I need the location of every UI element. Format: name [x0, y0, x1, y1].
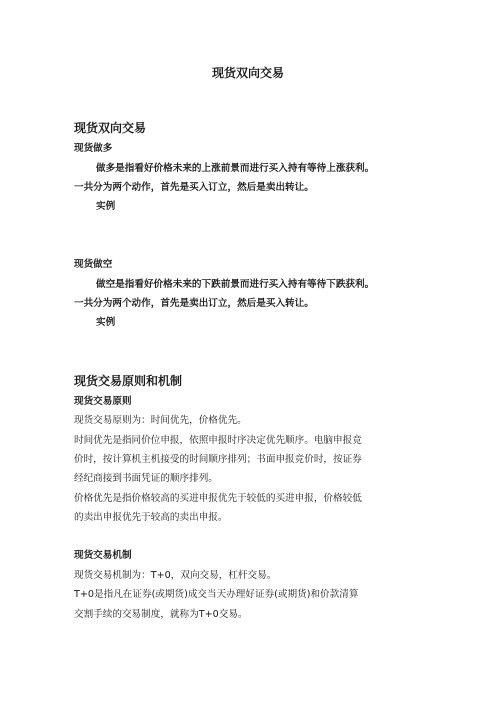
- example-label: 实例: [96, 201, 116, 212]
- section-heading-bidirectional: 现货双向交易: [74, 121, 147, 135]
- section-heading-principles: 现货交易原则和机制: [74, 374, 183, 388]
- paragraph-line: 时间优先是指同价位申报，依照申报时序决定优先顺序。电脑申报竞: [74, 435, 362, 446]
- paragraph-line: 的卖出申报优先于较高的卖出申报。: [74, 512, 228, 523]
- paragraph-line: 现货交易原则为：时间优先，价格优先。: [74, 415, 247, 426]
- paragraph-line: 交割手续的交易制度，就称为T+0交易。: [74, 609, 248, 620]
- subheading-principle: 现货交易原则: [74, 396, 132, 407]
- subheading-mechanism: 现货交易机制: [74, 550, 132, 561]
- paragraph-line: 一共分为两个动作，首先是卖出订立，然后是买入转让。: [74, 298, 314, 309]
- paragraph-line: 现货交易机制为：T+0，双向交易，杠杆交易。: [74, 570, 277, 581]
- paragraph-line: 价时，按计算机主机接受的时间顺序排列；书面申报竞价时，按证券: [74, 454, 362, 465]
- paragraph-line: T+0是指凡在证券(或期货)成交当天办理好证券(或期货)和价款清算: [74, 589, 359, 600]
- paragraph-line: 一共分为两个动作，首先是买入订立，然后是卖出转让。: [74, 182, 314, 193]
- paragraph-line: 价格优先是指价格较高的买进申报优先于较低的买进申报，价格较低: [74, 493, 362, 504]
- subheading-short: 现货做空: [74, 259, 113, 270]
- paragraph-line: 经纪商接到书面凭证的顺序排列。: [74, 473, 218, 484]
- paragraph-line: 做多是指看好价格未来的上涨前景而进行买入持有等待上涨获利。: [96, 163, 375, 174]
- document-title: 现货双向交易: [211, 66, 284, 80]
- paragraph-line: 做空是指看好价格未来的下跌前景而进行买入持有等待下跌获利。: [96, 279, 375, 290]
- example-label: 实例: [96, 317, 116, 328]
- subheading-long: 现货做多: [74, 143, 113, 154]
